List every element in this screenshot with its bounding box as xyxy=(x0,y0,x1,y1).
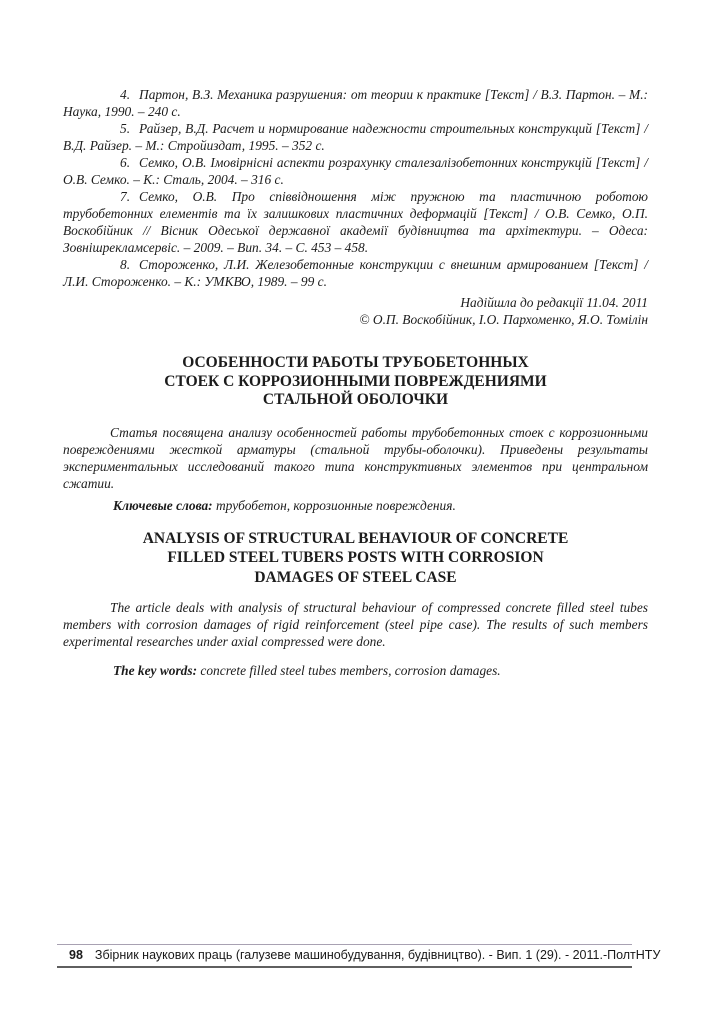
reference-text: Стороженко, Л.И. Железобетонные конструкции с внешним армированием [Текст] / Л.И. Стороженко. – К.: УМКВО, 1989. – 99 с. xyxy=(63,257,648,289)
reference-item-5 xyxy=(63,120,648,154)
english-title-line-2: FILLED STEEL TUBERS POSTS WITH CORROSION xyxy=(167,549,544,566)
page-content xyxy=(63,0,648,679)
copyright-line: © О.П. Воскобійник, І.О. Пархоменко, Я.О. Томілін xyxy=(359,312,648,327)
reference-item-4 xyxy=(63,86,648,120)
reference-item-6 xyxy=(63,154,648,188)
reference-number: 5. xyxy=(120,121,131,136)
page-number: 98 xyxy=(69,948,83,962)
reference-list xyxy=(63,0,648,290)
english-keywords-label: The key words: xyxy=(113,663,198,678)
byline-block xyxy=(63,294,648,328)
english-keywords-text: concrete filled steel tubes members, corrosion damages. xyxy=(200,663,501,678)
english-title xyxy=(63,529,648,588)
reference-text: Партон, В.З. Механика разрушения: от теории к практике [Текст] / В.З. Партон. – М.: Наука, 1990. – 240 с. xyxy=(63,87,648,119)
reference-text: Райзер, В.Д. Расчет и нормирование надежности строительных конструкций [Текст] / В.Д. Райзер. – М.: Стройиздат, 1995. – 352 с. xyxy=(63,121,648,153)
reference-text: Семко, О.В. Імовірнісні аспекти розрахунку сталезалізобетонних конструкцій [Текст] / О.В. Семко. – К.: Сталь, 2004. – 316 с. xyxy=(63,155,648,187)
english-abstract: The article deals with analysis of structural behaviour of compressed concrete filled steel tubes members with corrosion damages of rigid reinforcement (steel pipe case). The results of such members experimental researches under axial compressed were done. xyxy=(63,600,648,649)
russian-keywords-text: трубобетон, коррозионные повреждения. xyxy=(216,497,456,513)
journal-footer-text: Збірник наукових праць (галузеве машинобудування, будівництво). - Вип. 1 (29). - 2011.-ПолтНТУ xyxy=(94,948,661,962)
journal-footer xyxy=(57,944,661,968)
english-title-line-3: DAMAGES OF STEEL CASE xyxy=(254,568,457,586)
reference-text: Семко, О.В. Про співвідношення між пружною та пластичною роботою трубобетонних елементів та їх залишкових пластичних деформацій [Текст] / О.В. Семко, О.П. Воскобійник // Вісник Одеської державної академії будівництва та архітектури. – Одеса: Зовнішрекламсервіс. – 2009. – Вип. 34. – С. 453 – 458. xyxy=(63,189,648,255)
reference-item-7 xyxy=(63,188,648,256)
russian-keywords xyxy=(63,497,648,514)
russian-abstract: Статья посвящена анализу особенностей работы трубобетонных стоек с коррозионными повреждениями жесткой арматуры (стальной трубы-оболочки). Приведены результаты экспериментальных исследований такого типа конструктивных элементов при центральном сжатии. xyxy=(63,424,648,491)
russian-title-line-2: СТОЕК С КОРРОЗИОННЫМИ ПОВРЕЖДЕНИЯМИ xyxy=(164,372,547,390)
reference-number: 7. xyxy=(120,189,131,204)
russian-title-line-3: СТАЛЬНОЙ ОБОЛОЧКИ xyxy=(262,391,449,408)
russian-title-line-1: ОСОБЕННОСТИ РАБОТЫ ТРУБОБЕТОННЫХ xyxy=(182,354,529,371)
russian-keywords-label: Ключевые слова: xyxy=(113,497,213,513)
submission-note: Надійшла до редакції 11.04. 2011 xyxy=(460,295,648,310)
russian-title xyxy=(63,354,648,410)
reference-item-8 xyxy=(63,256,648,290)
reference-number: 8. xyxy=(120,257,131,272)
reference-number: 4. xyxy=(120,87,131,102)
reference-number: 6. xyxy=(120,155,131,170)
english-keywords xyxy=(63,662,648,679)
english-title-line-1: ANALYSIS OF STRUCTURAL BEHAVIOUR OF CONCRETE xyxy=(142,529,569,547)
